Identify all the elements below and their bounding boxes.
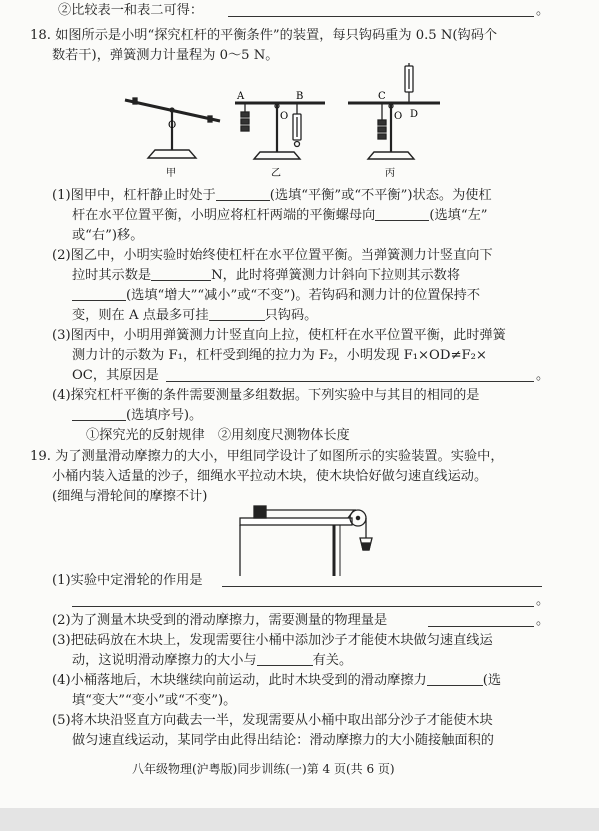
answer-blank[interactable] (428, 626, 534, 627)
q19-part4-line2: 填“变大”“变小”或“不变”)。 (72, 693, 237, 708)
q19-intro-line3: (细绳与滑轮间的摩擦不计) (52, 489, 208, 504)
answer-blank[interactable] (257, 652, 313, 666)
q19-part3-line1: (3)把砝码放在木块上，发现需要往小桶中添加沙子才能使木块做匀速直线运 (52, 633, 493, 648)
q18-part3-line3: OC，其原因是 (72, 368, 159, 383)
q18-part4-options: ①探究光的反射规律 ②用刻度尺测物体长度 (86, 428, 350, 443)
label-C: C (378, 91, 386, 102)
answer-blank[interactable] (72, 407, 126, 421)
label-D: D (410, 109, 419, 120)
q19-part5-line1: (5)将木块沿竖直方向截去一半，发现需要从小桶中取出部分沙子才能使木块 (52, 713, 493, 728)
q18-part1-line2: 杆在水平位置平衡，小明应将杠杆两端的平衡螺母向 (选填“左” (72, 208, 488, 223)
q19-part3-line2: 动，这说明滑动摩擦力的大小与 有关。 (72, 653, 353, 668)
period-mark: 。 (536, 593, 550, 608)
q19-part2-line1: (2)为了测量木块受到的滑动摩擦力，需要测量的物理量是 (52, 613, 388, 628)
q18-intro-line2: 数若干)，弹簧测力计量程为 0～5 N。 (52, 48, 279, 63)
answer-blank[interactable] (209, 307, 265, 321)
q18-part2-line4: 变，则在 A 点最多可挂 只钩码。 (72, 308, 318, 323)
label-B: B (296, 91, 304, 102)
q18-part2-line1: (2)图乙中，小明实验时始终使杠杆在水平位置平衡。当弹簧测力计竖直向下 (52, 248, 493, 263)
q19-intro-line1: 19. 为了测量滑动摩擦力的大小，甲组同学设计了如图所示的实验装置。实验中， (30, 449, 504, 464)
q18-part2-line3: (选填“增大”“减小”或“不变”)。若钩码和测力计的位置保持不 (72, 287, 480, 305)
answer-blank[interactable] (166, 381, 534, 382)
answer-blank[interactable] (216, 187, 270, 201)
page-footer: 八年级物理(沪粤版)同步训练(一)第 4 页(共 6 页) (132, 762, 395, 776)
period-mark: 。 (536, 3, 550, 18)
label-O-yi: O (280, 111, 289, 122)
q18-part3-line2: 测力计的示数为 F₁，杠杆受到绳的拉力为 F₂，小明发现 F₁×OD≠F₂× (72, 348, 487, 363)
friction-apparatus-figure (234, 498, 384, 580)
answer-blank[interactable] (72, 287, 126, 301)
q18-part1-line1: (1)图甲中，杠杆静止时处于 (选填“平衡”或“不平衡”)状态。为使杠 (52, 188, 492, 203)
q19-part4-line1: (4)小桶落地后，木块继续向前运动，此时木块受到的滑动摩擦力 (选 (52, 673, 502, 688)
q18-part4-line1: (4)探究杠杆平衡的条件需要测量多组数据。下列实验中与其目的相同的是 (52, 388, 480, 403)
q19-intro-line2: 小桶内装入适量的沙子，细绳水平拉动木块，使木块恰好做匀速直线运动。 (52, 469, 488, 484)
answer-blank[interactable] (222, 586, 542, 587)
q19-part1-line1: (1)实验中定滑轮的作用是 (52, 573, 203, 588)
label-O-jia: O (168, 120, 177, 131)
lever-figure (100, 62, 460, 180)
answer-blank[interactable] (151, 267, 211, 281)
q18-part3-line1: (3)图丙中，小明用弹簧测力计竖直向上拉，使杠杆在水平位置平衡，此时弹簧 (52, 328, 506, 343)
answer-blank[interactable] (427, 672, 483, 686)
caption-bing: 丙 (385, 168, 395, 179)
period-mark: 。 (536, 613, 550, 628)
bottom-margin (0, 808, 599, 831)
q18-intro-line1: 18. 如图所示是小明“探究杠杆的平衡条件”的装置，每只钩码重为 0.5 N(钩码个 (30, 28, 498, 43)
prev-question-tail: ②比较表一和表二可得： (58, 3, 204, 18)
period-mark: 。 (536, 368, 550, 383)
caption-yi: 乙 (271, 168, 281, 179)
q18-part1-line3: 或“右”)移。 (72, 228, 144, 243)
label-A: A (237, 91, 245, 102)
q19-part5-line2: 做匀速直线运动，某同学由此得出结论：滑动摩擦力的大小随接触面积的 (72, 733, 494, 748)
label-O-bing: O (394, 111, 403, 122)
caption-jia: 甲 (166, 168, 176, 179)
q18-part4-line2: (选填序号)。 (72, 407, 202, 425)
answer-blank[interactable] (72, 606, 534, 607)
answer-blank[interactable] (375, 207, 429, 221)
q18-part2-line2: 拉时其示数是 N，此时将弹簧测力计斜向下拉则其示数将 (72, 268, 461, 283)
answer-blank[interactable] (228, 16, 534, 17)
